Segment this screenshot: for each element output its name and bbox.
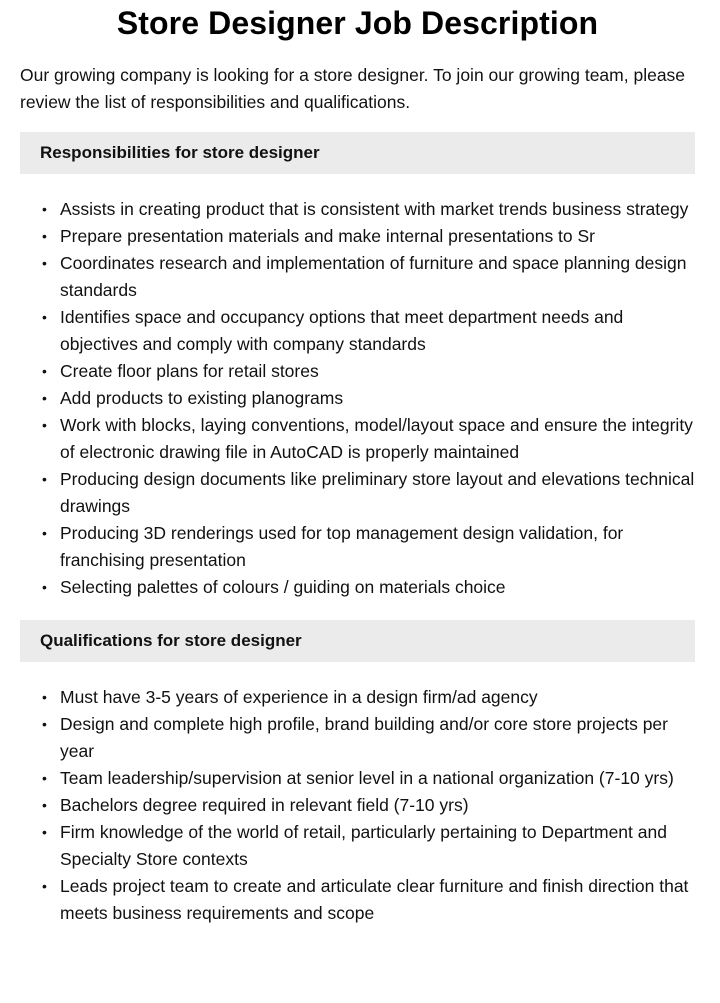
bullet-icon: • (42, 201, 47, 217)
bullet-icon: • (42, 525, 47, 541)
list-item: • Work with blocks, laying conventions, model/layout space and ensure the integrity of electronic drawing file in AutoCAD is properly maintained (60, 412, 695, 466)
list-item: • Add products to existing planograms (60, 385, 695, 412)
list-item: • Create floor plans for retail stores (60, 358, 695, 385)
bullet-icon: • (42, 797, 47, 813)
bullet-icon: • (42, 824, 47, 840)
bullet-icon: • (42, 390, 47, 406)
list-item: • Coordinates research and implementation of furniture and space planning design standards (60, 250, 695, 304)
list-item: • Selecting palettes of colours / guiding on materials choice (60, 574, 695, 601)
bullet-icon: • (42, 878, 47, 894)
list-item: • Prepare presentation materials and make internal presentations to Sr (60, 223, 695, 250)
list-item: • Team leadership/supervision at senior level in a national organization (7-10 yrs) (60, 765, 695, 792)
bullet-icon: • (42, 770, 47, 786)
list-item: • Bachelors degree required in relevant field (7-10 yrs) (60, 792, 695, 819)
bullet-icon: • (42, 689, 47, 705)
list-item: • Must have 3-5 years of experience in a design firm/ad agency (60, 684, 695, 711)
bullet-icon: • (42, 716, 47, 732)
list-item: • Firm knowledge of the world of retail, particularly pertaining to Department and Specialty Store contexts (60, 819, 695, 873)
page-title: Store Designer Job Description (116, 5, 599, 41)
bullet-icon: • (42, 309, 47, 325)
list-item: • Design and complete high profile, brand building and/or core store projects per year (60, 711, 695, 765)
bullet-icon: • (42, 579, 47, 595)
bullet-icon: • (42, 363, 47, 379)
intro-paragraph: Our growing company is looking for a store designer. To join our growing team, please review the list of responsibilities and qualifications. (20, 65, 686, 112)
list-item: • Assists in creating product that is consistent with market trends business strategy (60, 196, 695, 223)
bullet-icon: • (42, 255, 47, 271)
qualifications-heading: Qualifications for store designer (20, 620, 695, 662)
bullet-icon: • (42, 228, 47, 244)
list-item: • Producing 3D renderings used for top management design validation, for franchising presentation (60, 520, 695, 574)
list-item: • Producing design documents like preliminary store layout and elevations technical drawings (60, 466, 695, 520)
bullet-icon: • (42, 417, 47, 433)
responsibilities-list (20, 196, 695, 601)
list-item: • Identifies space and occupancy options that meet department needs and objectives and comply with company standards (60, 304, 695, 358)
qualifications-list (20, 684, 695, 927)
list-item: • Leads project team to create and articulate clear furniture and finish direction that meets business requirements and scope (60, 873, 695, 927)
responsibilities-heading: Responsibilities for store designer (20, 132, 695, 174)
bullet-icon: • (42, 471, 47, 487)
